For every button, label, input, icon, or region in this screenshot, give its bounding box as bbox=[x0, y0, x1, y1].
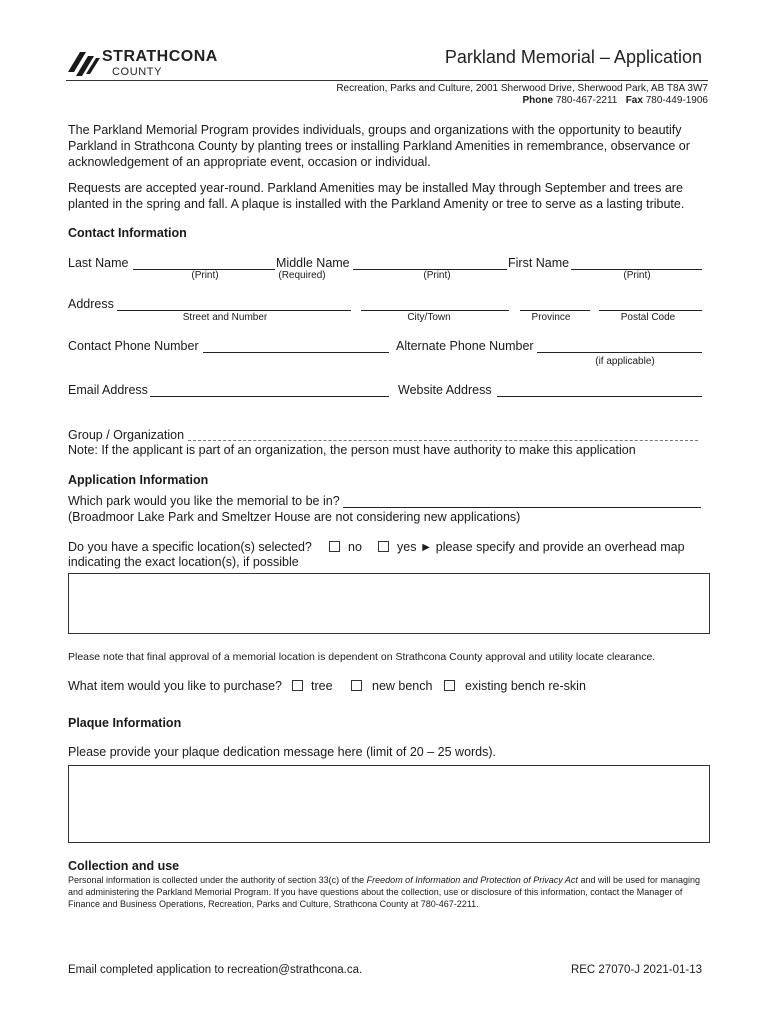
postal-code-field[interactable] bbox=[599, 310, 702, 311]
plaque-message-textarea[interactable] bbox=[68, 765, 710, 843]
plaque-heading: Plaque Information bbox=[68, 716, 182, 730]
logo-subtitle: COUNTY bbox=[112, 66, 163, 78]
city-caption: City/Town bbox=[407, 312, 451, 323]
park-question: Which park would you like the memorial to be in? bbox=[68, 494, 340, 508]
header-divider bbox=[66, 80, 708, 81]
purchase-question: What item would you like to purchase? bbox=[68, 679, 282, 693]
contact-phone-label: Contact Phone Number bbox=[68, 339, 199, 353]
intro-paragraph-1: The Parkland Memorial Program provides individuals, groups and organizations with the opportunity to beautify Parkland in Strathcona County by planting trees or installing Parkland Amenities in remembrance, observance or acknowledgement of an appropriate event, occasion or individual. bbox=[68, 123, 690, 169]
street-caption: Street and Number bbox=[182, 312, 268, 323]
fax-label: Fax bbox=[625, 95, 643, 106]
park-field[interactable] bbox=[343, 507, 701, 508]
plaque-prompt: Please provide your plaque dedication message here (limit of 20 – 25 words). bbox=[68, 745, 497, 759]
website-label: Website Address bbox=[398, 383, 492, 397]
header-contact bbox=[522, 95, 708, 106]
location-no-checkbox[interactable] bbox=[329, 541, 340, 552]
logo-wordmark: STRATHCONA bbox=[102, 48, 218, 65]
location-no-label: no bbox=[348, 540, 362, 554]
website-field[interactable] bbox=[497, 396, 702, 397]
new-bench-checkbox[interactable] bbox=[351, 680, 362, 691]
approval-note: Please note that final approval of a memorial location is dependent on Strathcona County approval and utility locate clearance. bbox=[68, 651, 656, 663]
first-name-caption: (Print) bbox=[623, 270, 651, 281]
postal-code-caption: Postal Code bbox=[620, 312, 676, 323]
tree-checkbox[interactable] bbox=[292, 680, 303, 691]
location-yes-checkbox[interactable] bbox=[378, 541, 389, 552]
bench-reskin-label: existing bench re-skin bbox=[465, 679, 586, 693]
fax-number: 780-449-1906 bbox=[645, 95, 708, 106]
middle-name-required-caption: (Required) bbox=[278, 270, 326, 281]
page-title: Parkland Memorial – Application bbox=[444, 47, 702, 67]
middle-name-label: Middle Name bbox=[276, 256, 350, 270]
alternate-phone-field[interactable] bbox=[537, 352, 702, 353]
phone-label: Phone bbox=[522, 95, 554, 106]
application-heading: Application Information bbox=[68, 473, 209, 487]
collection-act-name: Freedom of Information and Protection of Privacy Act bbox=[366, 875, 578, 885]
middle-name-print-caption: (Print) bbox=[423, 270, 451, 281]
alternate-phone-caption: (if applicable) bbox=[595, 356, 655, 367]
province-field[interactable] bbox=[520, 310, 590, 311]
street-field[interactable] bbox=[117, 310, 351, 311]
collection-text bbox=[68, 874, 708, 910]
location-question: Do you have a specific location(s) selected? bbox=[68, 540, 312, 554]
last-name-caption: (Print) bbox=[191, 270, 219, 281]
bench-reskin-checkbox[interactable] bbox=[444, 680, 455, 691]
park-note: (Broadmoor Lake Park and Smeltzer House are not considering new applications) bbox=[68, 510, 521, 524]
group-label: Group / Organization bbox=[68, 428, 185, 442]
group-note: Note: If the applicant is part of an organization, the person must have authority to make this application bbox=[68, 443, 636, 457]
collection-text-b: and will be used for managing and administering the Parkland Memorial Program. If you have questions about the collection, use or disclosure of this information, contact the Manager of Finance and Business Operations, Recreation, Parks and Culture, Strathcona County at 780-467-2211. bbox=[68, 875, 701, 909]
address-label: Address bbox=[68, 297, 114, 311]
last-name-label: Last Name bbox=[68, 256, 129, 270]
phone-number: 780-467-2211 bbox=[555, 95, 618, 106]
header-address: Recreation, Parks and Culture, 2001 Sherwood Drive, Sherwood Park, AB T8A 3W7 bbox=[336, 83, 708, 94]
alternate-phone-label: Alternate Phone Number bbox=[396, 339, 534, 353]
footer-email-note: Email completed application to recreation@strathcona.ca. bbox=[68, 964, 363, 976]
new-bench-label: new bench bbox=[372, 679, 433, 693]
email-label: Email Address bbox=[68, 383, 148, 397]
contact-heading: Contact Information bbox=[68, 226, 187, 240]
group-field[interactable] bbox=[188, 440, 698, 441]
intro-paragraph-2: Requests are accepted year-round. Parkland Amenities may be installed May through September and trees are planted in the spring and fall. A plaque is installed with the Parkland Amenity or tree to serve as a lasting tribute. bbox=[68, 181, 685, 211]
city-field[interactable] bbox=[361, 310, 509, 311]
contact-phone-field[interactable] bbox=[203, 352, 389, 353]
collection-heading: Collection and use bbox=[68, 859, 180, 873]
location-details-textarea[interactable] bbox=[68, 573, 710, 634]
footer-form-id: REC 27070-J 2021-01-13 bbox=[570, 964, 702, 976]
first-name-label: First Name bbox=[508, 256, 570, 270]
location-question-cont: indicating the exact location(s), if possible bbox=[68, 555, 299, 569]
collection-text-a: Personal information is collected under the authority of section 33(c) of the bbox=[68, 875, 367, 885]
email-field[interactable] bbox=[150, 396, 389, 397]
province-caption: Province bbox=[531, 312, 571, 323]
location-yes-label: yes ► please specify and provide an overhead map bbox=[397, 540, 685, 554]
tree-label: tree bbox=[311, 679, 333, 693]
